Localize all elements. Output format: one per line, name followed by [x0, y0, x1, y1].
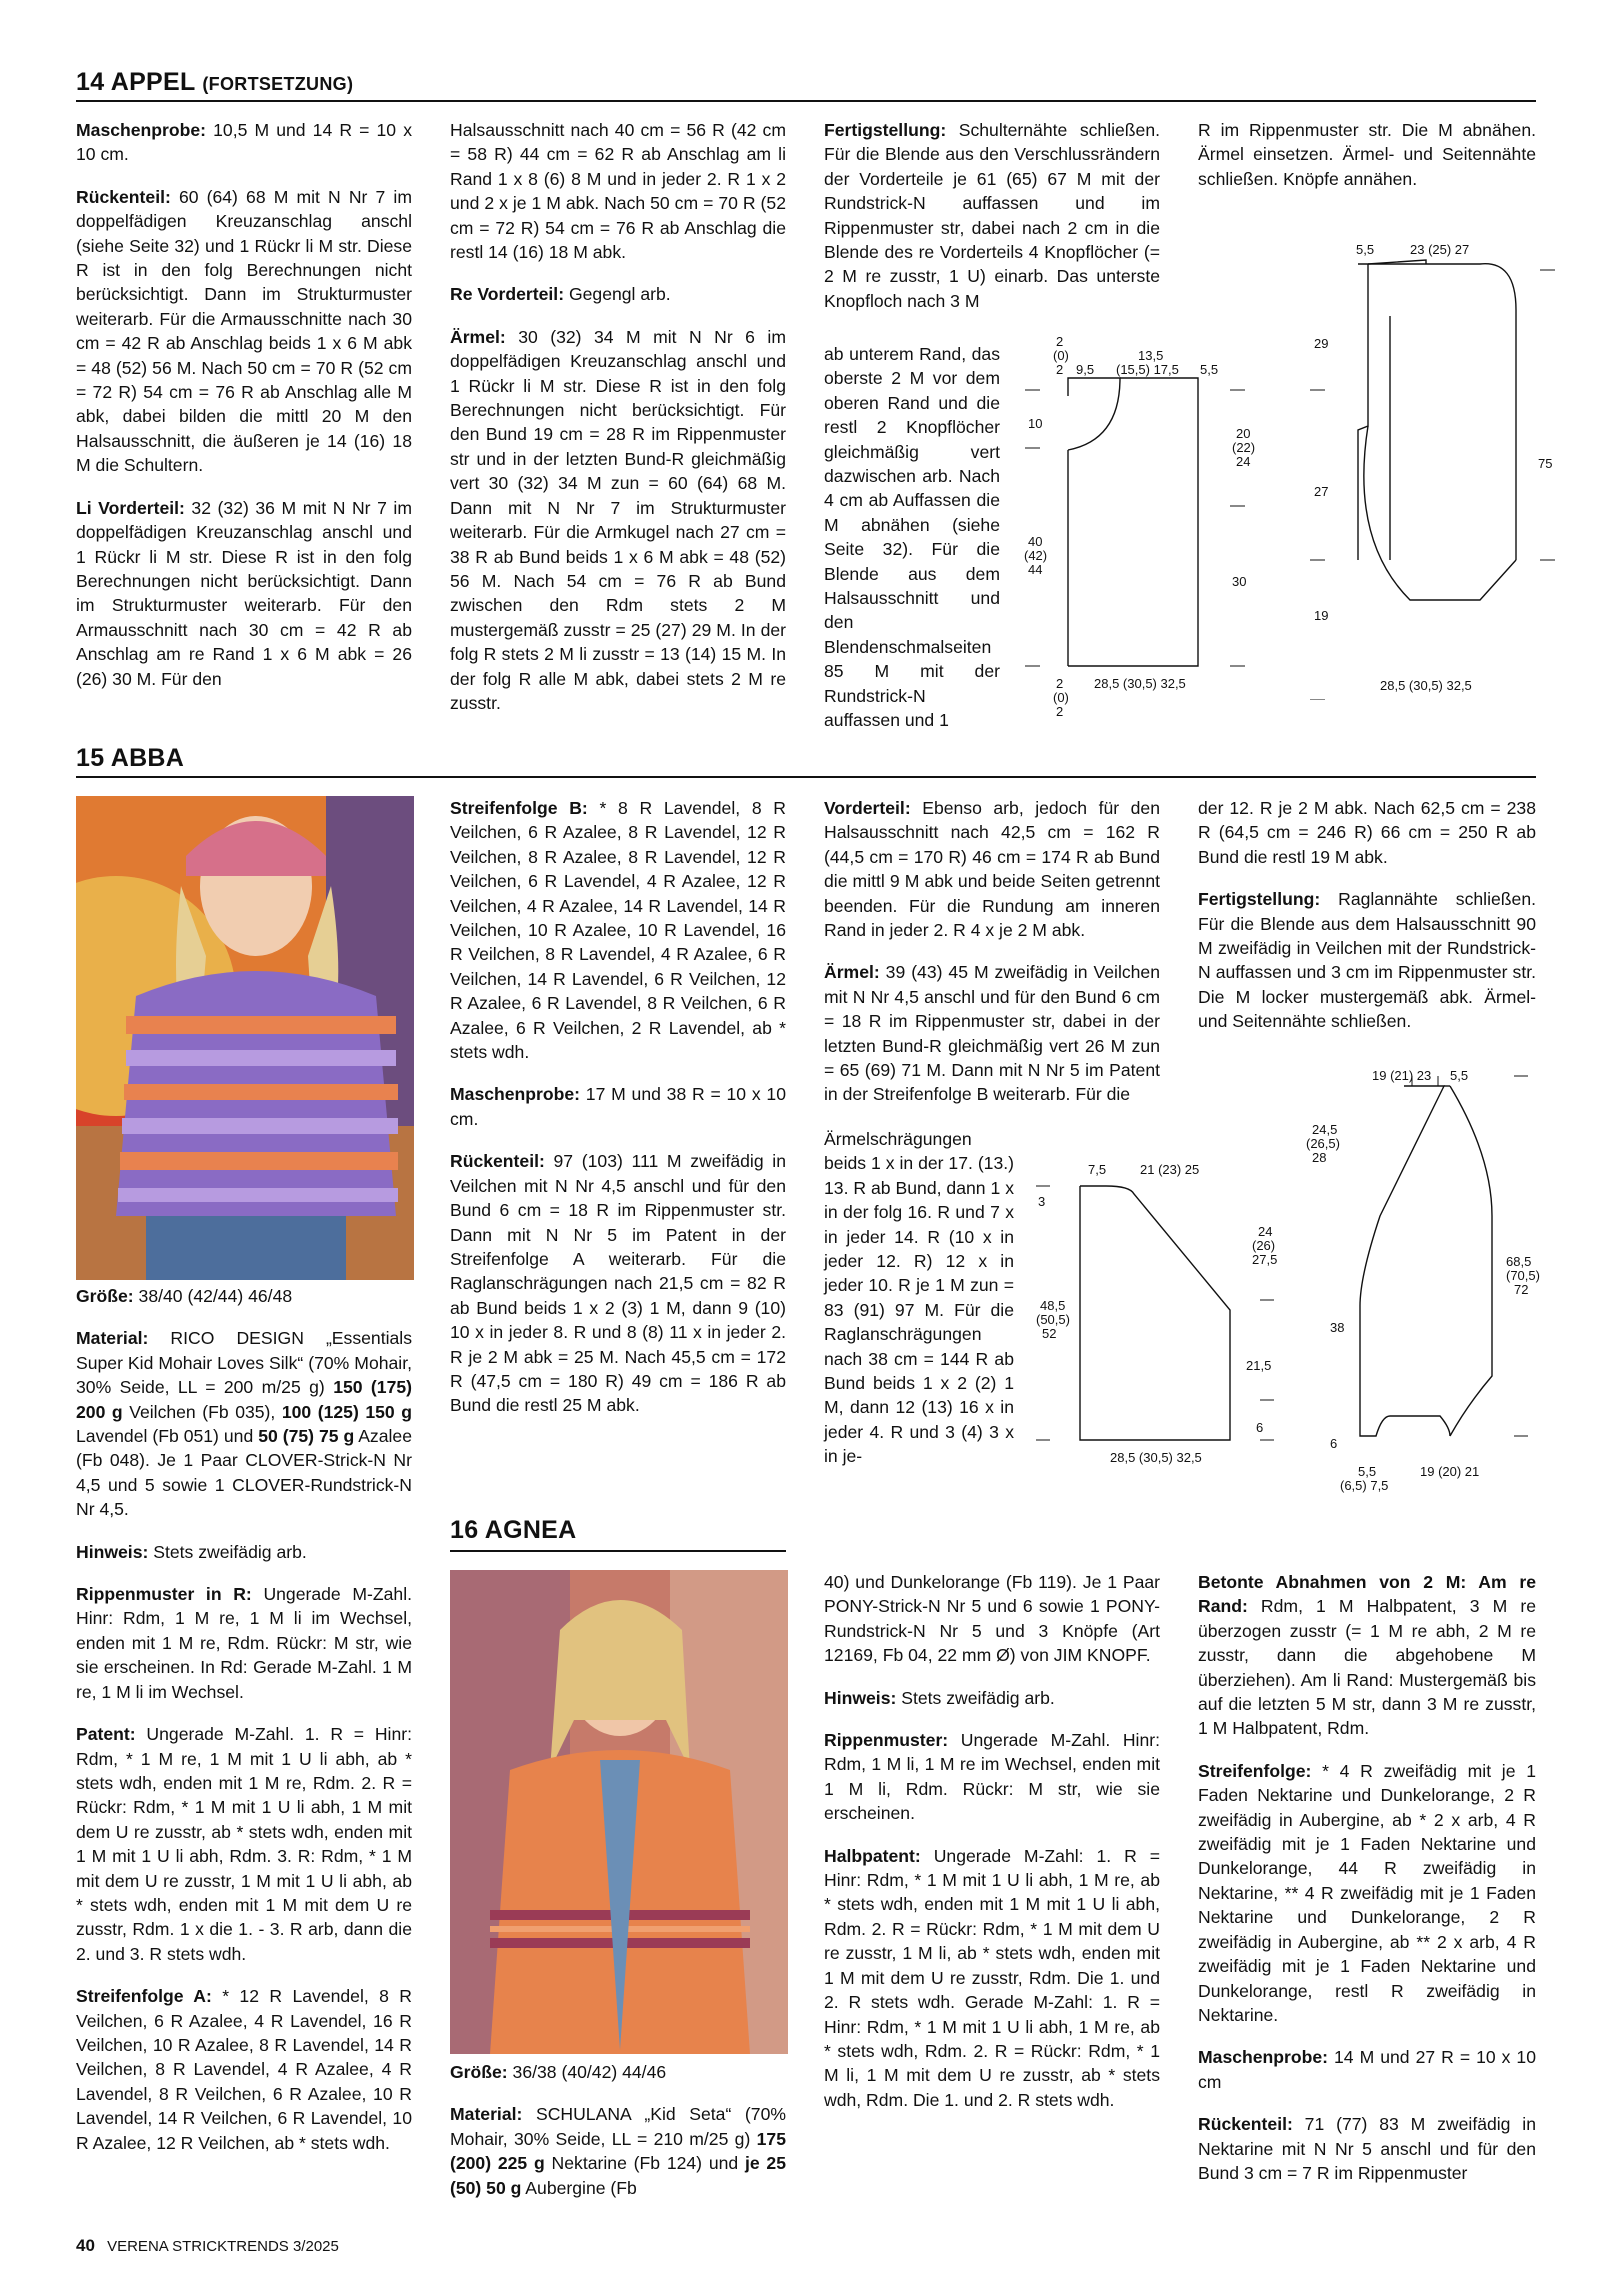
title-text: 15 ABBA [76, 744, 185, 772]
paragraph-heading: Fertigstellung: [1198, 889, 1321, 910]
paragraph-text: 71 (77) 83 M zweifädig in Nektarine mit N Nr 5 anschl und für den Bund 3 cm = 7 R im Rippenmuster [1198, 2114, 1536, 2183]
paragraph-text: Ärmelschrägungen beids 1 x in der 17. (13.) 13. R ab Bund, dann 1 x in der folg 16. R und 7 x in jeder 14. R (10 x in jeder 12. R) 12 x in jeder 10. R je 1 M zun = 83 (91) 97 M. Für die Raglanschrägungen nach 38 cm = 144 R ab Bund beids 1 x 2 (2) 1 M, dann 12 (13) 16 x in jeder 4. R und 3 (4) 3 x in je- [824, 1129, 1014, 1467]
paragraph-text: 39 (43) 45 M zweifädig in Veilchen mit N Nr 4,5 anschl und für den Bund 6 cm = 18 R im Rippenmuster str, dabei in der letzten Bund-R gleichmäßig vert 26 M zun = 65 (69) 71 M. Dann mit N Nr 5 im Patent in der Streifenfolge B weiterarb. Für die [824, 962, 1160, 1105]
paragraph-text: 17 M und 38 R = 10 x 10 cm. [450, 1084, 786, 1129]
paragraph-heading: Größe: [450, 2062, 508, 2082]
section-title-16 [450, 1516, 577, 1545]
dim-label: 38 [1330, 1320, 1345, 1335]
dim-label: 24 [1236, 454, 1251, 469]
dim-label: 28,5 (30,5) 32,5 [1380, 678, 1472, 693]
paragraph-text: 14 M und 27 R = 10 x 10 cm [1198, 2047, 1536, 2092]
paragraph [450, 2102, 786, 2200]
paragraph-text: ab unterem Rand, das oberste 2 M vor dem oberen Rand und die restl 2 Knopflöcher gleichmäßig vert dazwischen arb. Nach 4 cm ab Auffassen die M abnähen (siehe Seite 32). Für die Blende aus dem Halsausschnitt und den Blendenschmalseiten 85 M mit der Rundstrick-N auffassen und 1 [824, 344, 1000, 731]
paragraph-heading: Rückenteil: [76, 186, 171, 207]
paragraph [824, 960, 1160, 1106]
paragraph [76, 496, 412, 691]
paragraph-heading: Fertigstellung: [824, 120, 947, 140]
quantity-text: Lavendel (Fb 051) und [76, 1426, 259, 1447]
quantity-bold: 100 (125) 150 g [281, 1401, 412, 1422]
dim-label: 3 [1038, 1194, 1046, 1209]
paragraph [824, 118, 1160, 313]
paragraph-heading: Streifenfolge A: [76, 1986, 212, 2007]
paragraph-heading: Rückenteil: [1198, 2114, 1293, 2135]
paragraph-heading: Streifenfolge: [1198, 1760, 1312, 1781]
s16-col2 [824, 1570, 1160, 2130]
dim-label: 52 [1042, 1326, 1057, 1341]
section-rule-15 [76, 776, 1536, 778]
paragraph [450, 796, 786, 1064]
dim-label: (26) [1252, 1238, 1276, 1253]
paragraph-text: Ungerade M-Zahl: 1. R = Hinr: Rdm, * 1 M mit 1 U li abh, 1 M re, ab * stets wdh, enden mit 1 M mit 1 U li abh, Rdm. 2. R = Rückr: Rdm, * 1 M mit dem U re zusstr, 1 M li, ab * stets wdh, enden mit 1 M mit dem U re zusstr, Rdm. Die 1. und 2. R stets wdh. Gerade M-Zahl: 1. R = Hinr: Rdm, * 1 M mit 1 U li abh, 1 M re, ab * stets wdh, Rdm. 2. R = Rückr: Rdm, * 1 M li, 1 M mit dem U re zusstr, ab * stets wdh, Rdm. Die 1. und 2. R stets wdh. [824, 1845, 1160, 2110]
dim-label: (0) [1053, 348, 1069, 363]
s15-col3 [824, 796, 1160, 1125]
dim-label: (0) [1053, 690, 1069, 705]
page-number: 40 [76, 2236, 95, 2255]
dim-label: 19 (20) 21 [1420, 1464, 1480, 1479]
dim-label: 24 [1258, 1224, 1273, 1239]
paragraph-heading: Maschenprobe: [1198, 2047, 1329, 2068]
s16-photo [450, 1570, 788, 2054]
dim-label: 28,5 (30,5) 32,5 [1110, 1450, 1202, 1465]
s14-col3 [824, 118, 1160, 331]
paragraph-text: Ungerade M-Zahl. Hinr: Rdm, 1 M re, 1 M li im Wechsel, enden mit 1 M re, Rdm. Rückr: M str, wie sie erscheinen. In Rd: Gerade M-Zahl. 1 M re, 1 M li im Wechsel. [76, 1584, 412, 1702]
paragraph [1198, 887, 1536, 1033]
paragraph-heading: Rippenmuster: [824, 1730, 949, 1751]
paragraph [76, 1284, 412, 1308]
paragraph [76, 1540, 412, 1564]
paragraph-text: 32 (32) 36 M mit N Nr 7 im doppelfädigen Kreuzanschlag anschl und 1 Rückr li M str. Diese R ist in den folg Berechnungen nicht berücksichtigt. Dann im Strukturmuster weiterarb. Für den Armausschnitt nach 30 cm = 42 R ab Anschlag am re Rand 1 x 6 M abk = 26 (26) 30 M. Für den [76, 497, 412, 689]
paragraph-text: Ebenso arb, jedoch für den Halsausschnitt nach 42,5 cm = 162 R (44,5 cm = 170 R) 46 cm = 174 R ab Bund die mittl 9 M abk und beide Seiten getrennt beenden. Für die Rundung am inneren Rand in jeder 2. R 4 x je 2 M abk. [824, 798, 1160, 941]
dim-label: 21,5 [1246, 1358, 1272, 1373]
dim-label: 28 [1312, 1150, 1327, 1165]
dim-label: 6 [1330, 1436, 1338, 1451]
paragraph [824, 1127, 1014, 1469]
title-text: 16 AGNEA [450, 1516, 577, 1544]
dim-label: 5,5 [1358, 1464, 1377, 1479]
quantity-bold: 150 (175) 200 g [76, 1377, 413, 1422]
paragraph [1198, 2112, 1536, 2185]
dim-label: 72 [1514, 1282, 1529, 1297]
paragraph [450, 2060, 786, 2084]
paragraph [1198, 2045, 1536, 2094]
dim-label: 68,5 [1506, 1254, 1532, 1269]
s15-photo [76, 796, 414, 1280]
paragraph-heading: Rückenteil: [450, 1151, 545, 1172]
paragraph-text: Ungerade M-Zahl. Hinr: Rdm, 1 M li, 1 M re im Wechsel, enden mit 1 M li, Rdm. Rückr: M str, wie sie erscheinen. [824, 1730, 1160, 1824]
paragraph-text: Ungerade M-Zahl. 1. R = Hinr: Rdm, * 1 M re, 1 M mit 1 U li abh, ab * stets wdh, enden mit 1 M re, Rdm. 2. R = Rückr: Rdm, * 1 M mit 1 U li abh, 1 M mit dem U re zusstr, ab * stets wdh, enden mit 1 M mit 1 U li abh, Rdm. 3. R: Rdm, * 1 M mit dem U re zusstr, 1 M mit 1 U li abh, ab * stets wdh, enden mit 1 M mit dem U re zusstr, Rdm. 1 x die 1. - 3. R arb, dann die 2. und 3. R stets wdh. [76, 1724, 412, 1964]
sweater-photo-illustration [76, 796, 414, 1280]
paragraph [76, 118, 412, 167]
quantity-text: Azalee (Fb 048). Je 1 Paar CLOVER-Strick-N Nr 4,5 und 5 sowie 1 CLOVER-Rundstrick-N Nr 4,5. [76, 1426, 412, 1520]
paragraph-text: 60 (64) 68 M mit N Nr 7 im doppelfädigen Kreuzanschlag anschl (siehe Seite 32) und 1 Rückr li M str. Diese R ist in den folg Berechnungen nicht berücksichtigt. Dann im Strukturmuster weiterarb. Für die Armausschnitte nach 30 cm = 42 R ab Anschlag beids 1 x 6 M abk = 48 (52) 56 M. Nach 50 cm = 70 R (52 cm = 72 R) 54 cm = 76 R ab Anschlag alle M abk, dabei bilden die mittl 20 M den Halsausschnitt, die äußeren je 14 (16) 18 M die Schultern. [76, 186, 412, 476]
paragraph-heading: Streifenfolge B: [450, 798, 588, 818]
cardigan-photo-illustration [450, 1570, 788, 2054]
paragraph [76, 1722, 412, 1966]
dim-label: 2 [1056, 362, 1064, 377]
s15-col3-narrow [824, 1127, 1014, 1487]
paragraph [450, 325, 786, 716]
paragraph-heading: Halbpatent: [824, 1845, 921, 1866]
paragraph-heading: Ärmel: [824, 962, 880, 983]
dim-label: 24,5 [1312, 1122, 1338, 1137]
paragraph-text: SCHULANA „Kid Seta“ (70% Mohair, 30% Seide, LL = 210 m/25 g) [450, 2104, 786, 2149]
paragraph-heading: Patent: [76, 1724, 136, 1745]
dim-label: (70,5) [1506, 1268, 1540, 1283]
paragraph-heading: Hinweis: [824, 1687, 897, 1708]
s14-back-diagram [1310, 230, 1570, 700]
paragraph-heading: Hinweis: [76, 1541, 149, 1562]
paragraph-text: 30 (32) 34 M mit N Nr 6 im doppelfädigen Kreuzanschlag anschl und 1 Rückr li M str. Diese R ist in den folg Berechnungen nicht berücksichtigt. Für den Bund 19 cm = 28 R im Rippenmuster str und in der letzten Bund-R gleichmäßig vert 30 (32) 34 M zun = 60 (64) 68 M. Dann mit N Nr 7 im Strukturmuster weiterarb. Für die Armkugel nach 27 cm = 38 R ab Bund beids 1 x 6 M abk = 48 (52) 56 M. Nach 54 cm = 76 R ab Bund zwischen den Rdm stets 2 M mustergemäß zusstr = 25 (27) 29 M. In der folg R stets 2 M li zusstr = 13 (14) 15 M. In der folg R alle M abk, dabei stets 2 M re zusstr. [450, 326, 786, 713]
dim-label: 44 [1028, 562, 1043, 577]
dim-label: 29 [1314, 336, 1329, 351]
paragraph-heading: Maschenprobe: [76, 120, 207, 140]
paragraph-text: 10,5 M und 14 R = 10 x 10 cm. [76, 120, 412, 165]
paragraph [824, 1844, 1160, 2112]
dim-label: 20 [1236, 426, 1251, 441]
paragraph-text: Stets zweifädig arb. [148, 1541, 307, 1562]
dim-label: 5,5 [1200, 362, 1219, 377]
quantity-bold: 175 (200) 225 g [450, 2128, 786, 2174]
paragraph-heading: Ärmel: [450, 326, 506, 347]
paragraph-text: * 12 R Lavendel, 8 R Veilchen, 6 R Azalee, 4 R Lavendel, 16 R Veilchen, 10 R Azalee, 8 R Lavendel, 14 R Veilchen, 8 R Lavendel, 4 R Azalee, 4 R Lavendel, 8 R Veilchen, 6 R Azalee, 10 R Lavendel, 14 R Veilchen, 6 R Lavendel, 10 R Azalee, 12 R Veilchen, ab * stets wdh. [76, 1986, 412, 2153]
dim-label: 2 [1056, 704, 1064, 719]
dim-label: 23 (25) 27 [1410, 242, 1470, 257]
paragraph [450, 1082, 786, 1131]
section-rule-16 [450, 1550, 786, 1552]
paragraph-text: 38/40 (42/44) 46/48 [133, 1286, 293, 1306]
paragraph [824, 796, 1160, 942]
s15-col1 [76, 1284, 412, 2173]
paragraph [1198, 1759, 1536, 2027]
s16-col1 [450, 2060, 786, 2218]
dim-label: 48,5 [1040, 1298, 1066, 1313]
paragraph-heading: Li Vorderteil: [76, 497, 185, 518]
s15-sleeve-diagram [1300, 1056, 1560, 1516]
paragraph [76, 1326, 412, 1521]
dim-label: 13,5 [1138, 348, 1164, 363]
dim-label: (6,5) 7,5 [1340, 1478, 1389, 1493]
dim-label: (42) [1024, 548, 1048, 563]
s14-col1 [76, 118, 412, 709]
paragraph-text: * 4 R zweifädig mit je 1 Faden Nektarine und Dunkelorange, 2 R zweifädig in Aubergine, ab * 2 x arb, 4 R zweifädig mit je 1 Faden Nektarine und Dunkelorange, 44 R zweifädig in Nektarine, ** 4 R zweifädig mit je 1 Faden Nektarine und Dunkelorange, 2 R zweifädig in Aubergine, ab ** 2 x arb, 4 R zweifädig mit je 1 Faden Nektarine und Dunkelorange, restl R zweifädig in Nektarine. [1198, 1760, 1536, 2025]
paragraph-text: * 8 R Lavendel, 8 R Veilchen, 6 R Azalee, 8 R Lavendel, 12 R Veilchen, 8 R Azalee, 8 R Lavendel, 12 R Veilchen, 6 R Lavendel, 4 R Azalee, 12 R Veilchen, 4 R Azalee, 14 R Lavendel, 14 R Veilchen, 10 R Azalee, 10 R Lavendel, 16 R Veilchen, 8 R Lavendel, 4 R Azalee, 6 R Veilchen, 14 R Lavendel, 6 R Veilchen, 12 R Azalee, 6 R Lavendel, 8 R Veilchen, 6 R Azalee, 6 R Veilchen, 2 R Lavendel, ab * stets wdh. [450, 798, 786, 1063]
s15-col4 [1198, 796, 1536, 1052]
paragraph [824, 342, 1000, 733]
quantity-text: Nektarine (Fb 124) und [544, 2153, 745, 2174]
section-rule-14 [76, 100, 1536, 102]
dim-label: 5,5 [1356, 242, 1375, 257]
dim-label: 28,5 (30,5) 32,5 [1094, 676, 1186, 691]
paragraph-text: 97 (103) 111 M zweifädig in Veilchen mit N Nr 4,5 anschl und für den Bund 6 cm = 18 R im Rippenmuster str. Dann mit N Nr 5 im Patent in der Streifenfolge A weiterarb. Für die Raglanschrägungen nach 21,5 cm = 82 R ab Bund beids 1 x 2 (3) 1 M, dann 9 (10) 10 x in jeder 8. R und 8 (8) 11 x in jeder 2. R je 2 M abk = 25 M. Nach 45,5 cm = 172 R (47,5 cm = 180 R) 49 cm = 186 R ab Bund die restl 25 M abk. [450, 1151, 786, 1416]
paragraph-text: Rdm, 1 M Halbpatent, 3 M re überzogen zusstr (= 1 M re abh, 2 M re zusstr, dann die abgehobene M überziehen). Am li Rand: Mustergemäß bis auf die letzten 5 M str, dann 3 M re zusstr, 1 M Halbpatent, Rdm. [1198, 1596, 1536, 1739]
dim-label: 7,5 [1088, 1162, 1107, 1177]
paragraph-heading: Vorderteil: [824, 798, 911, 818]
dim-label: 27,5 [1252, 1252, 1278, 1267]
paragraph-heading: Re Vorderteil: [450, 284, 565, 305]
paragraph [1198, 1570, 1536, 1741]
s14-front-diagram [1020, 330, 1260, 730]
dim-label: 27 [1314, 484, 1329, 499]
dim-label: (26,5) [1306, 1136, 1340, 1151]
dim-label: 30 [1232, 574, 1247, 589]
s14-col3-narrow [824, 342, 1000, 751]
paragraph-text: R im Rippenmuster str. Die M abnähen. Ärmel einsetzen. Ärmel- und Seitennähte schließen. Knöpfe annähen. [1198, 120, 1536, 189]
paragraph [1198, 118, 1536, 191]
quantity-bold: 50 (75) 75 g [258, 1426, 355, 1447]
dim-label: 75 [1538, 456, 1553, 471]
paragraph [450, 118, 786, 264]
section-title-15 [76, 744, 184, 773]
paragraph-text: Raglannähte schließen. Für die Blende aus dem Halsausschnitt 90 M zweifädig in Veilchen mit der Rundstrick-N auffassen und 3 cm im Rippenmuster str. Die M locker mustergemäß abk. Ärmel- und Seitennähte schließen. [1198, 889, 1536, 1032]
paragraph [450, 1149, 786, 1417]
title-subtitle: (FORTSETZUNG) [202, 74, 354, 94]
paragraph-text: 40) und Dunkelorange (Fb 119). Je 1 Paar PONY-Strick-N Nr 5 und 6 sowie 1 PONY-Rundstrick-N Nr 5 und 3 Knöpfe (Art 12169, Fb 04, 22 mm Ø) von JIM KNOPF. [824, 1572, 1160, 1666]
dim-label: 6 [1256, 1420, 1264, 1435]
dim-label: 5,5 [1450, 1068, 1469, 1083]
quantity-text: Veilchen (Fb 035), [122, 1401, 282, 1422]
paragraph [824, 1686, 1160, 1710]
paragraph-text: Gegengl arb. [564, 284, 671, 305]
dim-label: (15,5) 17,5 [1116, 362, 1179, 377]
paragraph-heading: Rippenmuster in R: [76, 1584, 252, 1605]
s15-col2 [450, 796, 786, 1436]
quantity-text: Aubergine (Fb [521, 2177, 637, 2198]
quantity-bold: je 25 (50) 50 g [450, 2153, 786, 2198]
paragraph [1198, 796, 1536, 869]
page-footer [76, 2236, 339, 2256]
dim-label: (22) [1232, 440, 1256, 455]
s15-front-diagram [1030, 1150, 1290, 1490]
paragraph-text: Schulternähte schließen. Für die Blende aus den Verschlussrändern der Vorderteile je 61 (65) 67 M mit der Rundstrick-N auffassen und im Rippenmuster str, dabei nach 2 cm in die Blende des re Vorderteils 4 Knopflöcher (= 2 M re zusstr, 1 U) einarb. Das unterste Knopfloch nach 3 M [824, 120, 1160, 311]
dim-label: 10 [1028, 416, 1043, 431]
paragraph-text: RICO DESIGN „Essentials Super Kid Mohair Loves Silk“ (70% Mohair, 30% Seide, LL = 200 m/25 g) [76, 1328, 412, 1398]
title-text: 14 APPEL [76, 68, 196, 96]
paragraph-text: 36/38 (40/42) 44/46 [507, 2062, 667, 2082]
dim-label: 21 (23) 25 [1140, 1162, 1200, 1177]
paragraph-heading: Betonte Abnahmen von 2 M: Am re Rand: [1198, 1572, 1536, 1617]
dim-label: 2 [1056, 676, 1064, 691]
paragraph-text: Halsausschnitt nach 40 cm = 56 R (42 cm = 58 R) 44 cm = 62 R ab Anschlag am li Rand 1 x 8 (6) 8 M und in jeder 2. R 1 x 2 und 2 x je 1 M abk. Nach 50 cm = 70 R (52 cm = 72 R) 54 cm = 76 R ab Anschlag die restl 14 (16) 18 M abk. [450, 120, 786, 263]
dim-label: 19 [1314, 608, 1329, 623]
paragraph [450, 282, 786, 306]
paragraph-heading: Material: [450, 2104, 523, 2125]
magazine-name: VERENA STRICKTRENDS 3/2025 [107, 2238, 339, 2255]
paragraph [824, 1570, 1160, 1668]
s14-col2 [450, 118, 786, 733]
dim-label: 40 [1028, 534, 1043, 549]
dim-label: 9,5 [1076, 362, 1095, 377]
paragraph-text: Stets zweifädig arb. [896, 1687, 1055, 1708]
dim-label: 2 [1056, 334, 1064, 349]
paragraph-heading: Maschenprobe: [450, 1084, 581, 1105]
paragraph [76, 1984, 412, 2155]
dim-label: (50,5) [1036, 1312, 1070, 1327]
paragraph [76, 1582, 412, 1704]
paragraph-heading: Größe: [76, 1286, 134, 1306]
paragraph-text: der 12. R je 2 M abk. Nach 62,5 cm = 238 R (64,5 cm = 246 R) 66 cm = 250 R ab Bund die restl 19 M abk. [1198, 798, 1536, 867]
dim-label: 19 (21) 23 [1372, 1068, 1432, 1083]
s16-col3 [1198, 1570, 1536, 2203]
section-title-14 [76, 68, 353, 97]
paragraph [76, 185, 412, 478]
s14-col4 [1198, 118, 1536, 209]
paragraph [824, 1728, 1160, 1826]
paragraph-heading: Material: [76, 1328, 149, 1349]
